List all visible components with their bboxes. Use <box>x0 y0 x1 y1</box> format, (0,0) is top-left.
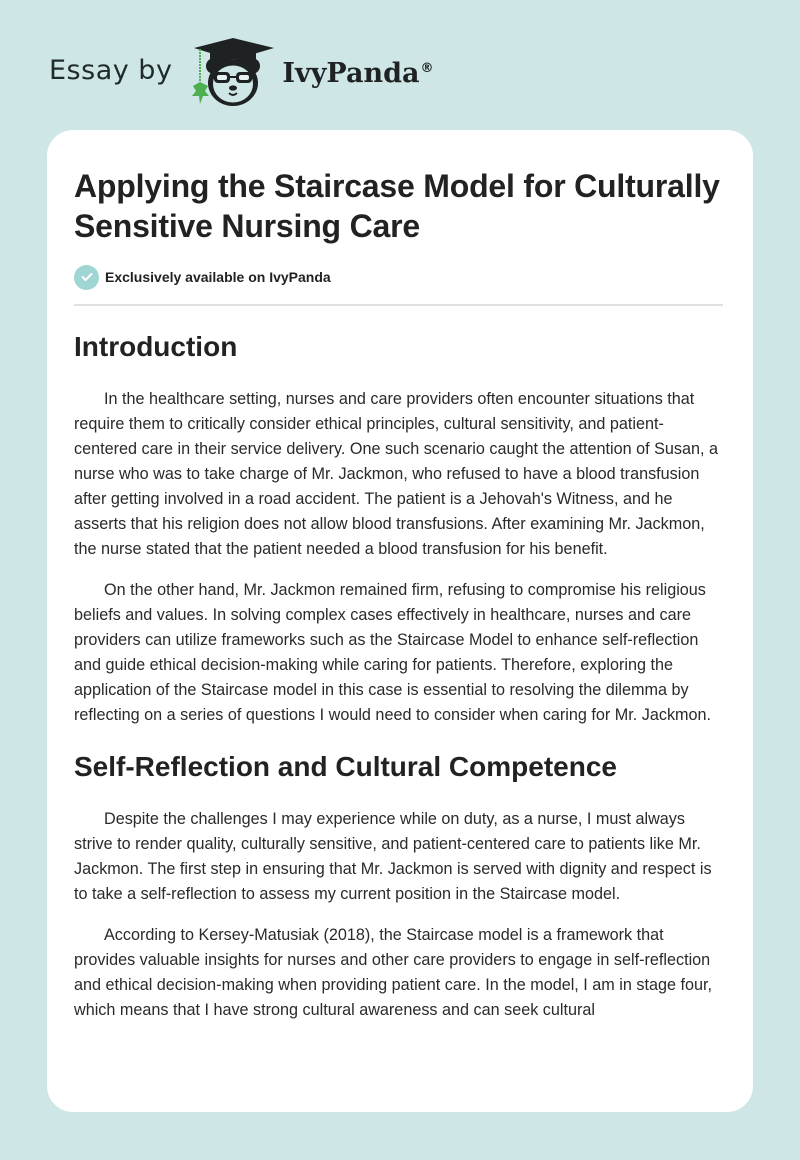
paragraph: According to Kersey-Matusiak (2018), the Staircase model is a framework that provides valuable insights for nurses and other care providers to engage in self-reflection and ethical decision-making when providing patient care. In the model, I am in stage four, which means that I have strong cultural awareness and can seek cultural <box>74 926 712 1019</box>
site-header <box>49 36 434 108</box>
essay-title: Applying the Staircase Model for Culturally Sensitive Nursing Care <box>74 168 720 244</box>
exclusive-badge <box>74 264 726 290</box>
panda-graduate-logo-icon[interactable] <box>190 36 276 108</box>
section-heading: Self-Reflection and Cultural Competence <box>74 751 617 782</box>
brand-prefix: Essay by <box>49 54 173 86</box>
section-heading: Introduction <box>74 331 238 362</box>
title-divider <box>74 304 723 306</box>
essay-card <box>47 130 753 1112</box>
brand-name[interactable]: IvyPanda® <box>282 57 434 89</box>
paragraph: Despite the challenges I may experience while on duty, as a nurse, I must always strive to render quality, culturally sensitive, and patient-centered care to patients like Mr. Jackmon. The first step in ensuring that Mr. Jackmon is served with dignity and respect is to take a self-reflection to assess my current position in the Staircase model. <box>74 810 712 903</box>
paragraph: On the other hand, Mr. Jackmon remained firm, refusing to compromise his religious beliefs and values. In solving complex cases effectively in healthcare, nurses and care providers can utilize frameworks such as the Staircase Model to enhance self-reflection and guide ethical decision-making while caring for patients. Therefore, exploring the application of the Staircase model in this case is essential to resolving the dilemma by reflecting on a series of questions I would need to consider when caring for Mr. Jackmon. <box>74 581 712 724</box>
check-circle-icon <box>74 265 99 290</box>
section-self-reflection <box>74 750 726 1023</box>
section-introduction <box>74 330 726 728</box>
exclusive-badge-text: Exclusively available on IvyPanda <box>105 269 331 285</box>
registered-mark: ® <box>420 60 434 76</box>
paragraph: In the healthcare setting, nurses and care providers often encounter situations that require them to critically consider ethical principles, cultural sensitivity, and patient-centered care in their service delivery. One such scenario caught the attention of Susan, a nurse who was to take charge of Mr. Jackmon, who refused to have a blood transfusion after getting involved in a road accident. The patient is a Jehovah's Witness, and he asserts that his religion does not allow blood transfusions. After examining Mr. Jackmon, the nurse stated that the patient needed a blood transfusion for his benefit. <box>74 390 718 558</box>
